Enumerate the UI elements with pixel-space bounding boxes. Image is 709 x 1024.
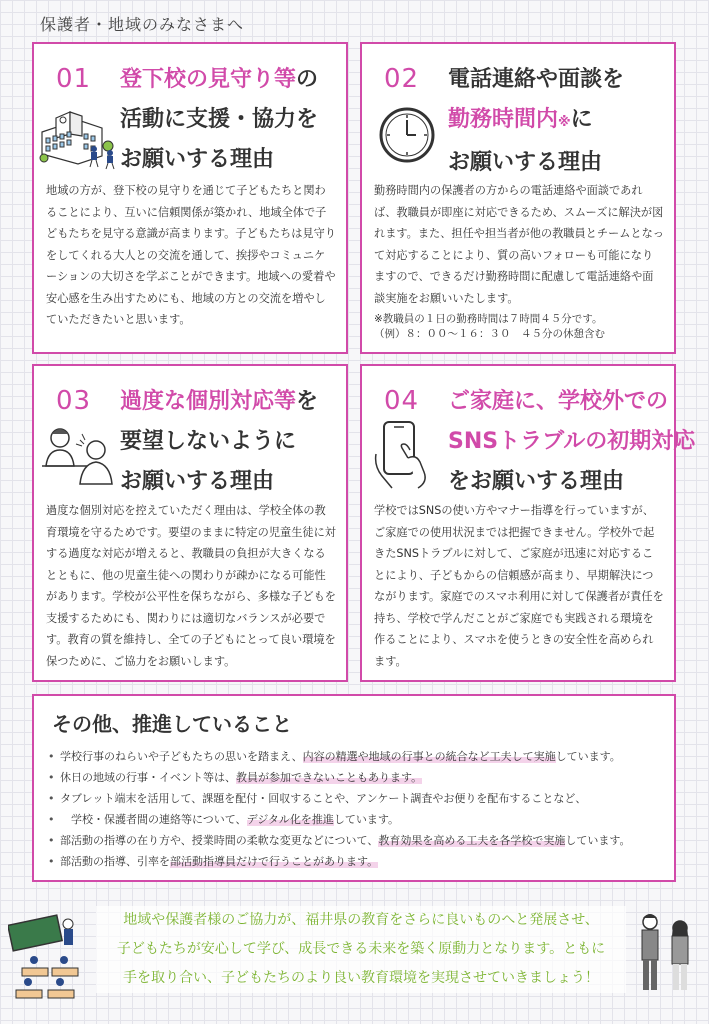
card-body: 勤務時間内の保護者の方からの電話連絡や面談であれば、教職員が即座に対応できるため、スムーズに解決が図れます。また、担任や担当者が他の教職員とチームとなって対応することにより、質の高いフォローも可能になりますので、できるだけ勤務時間に配慮して電話連絡や面談実施をお願いいたします。 [374, 184, 664, 305]
card-title: ご家庭に、学校外での SNSトラブルの初期対応 をお願いする理由 [448, 389, 696, 494]
card-note: ※教職員の１日の勤務時間は７時間４５分です。 （例）８：００〜１６：３０ ４５分の休憩含む [374, 313, 605, 340]
section-title: その他、推進していること [52, 712, 292, 736]
card-03 [32, 364, 348, 682]
card-number: 01 [56, 64, 92, 94]
card-title: 過度な個別対応等を 要望しないように お願いする理由 [120, 389, 319, 494]
card-number: 03 [56, 386, 92, 416]
card-body: 過度な個別対応を控えていただく理由は、学校全体の教育環境を守るためです。要望のままに特定の児童生徒に対する過度な対応が増えると、教職員の負担が大きくなるとともに、他の児童生徒への関わりが疎かになる可能性があります。学校が公平性を保ちながら、多様な子どもを支援するためにも、関わりには適切なバランスが必要です。教育の質を維持し、全ての子どもにとって良い環境を保つために、ご協力をお願いします。 [46, 504, 336, 668]
card-title: 電話連絡や面談を 勤務時間内※に お願いする理由 [448, 67, 625, 175]
card-number: 02 [384, 64, 420, 94]
list-item-continued: • 学校・保護者間の連絡等について、デジタル化を推進しています。 [48, 809, 664, 830]
page-header: 保護者・地域のみなさまへ [40, 15, 245, 34]
clock-icon [378, 106, 436, 164]
people-icon [632, 910, 702, 996]
list-item: • タブレット端末を活用して、課題を配付・回収することや、アンケート調査やお便りを配布することなど、 [48, 788, 664, 809]
children-walking-icon [88, 144, 118, 170]
classroom-icon [8, 912, 92, 1008]
list-item: • 学校行事のねらいや子どもたちの思いを踏まえ、内容の精選や地域の行事との統合など工夫して実施しています。 [48, 746, 664, 767]
card-title: 登下校の見守り等の 活動に支援・協力を お願いする理由 [120, 67, 319, 172]
card-04 [360, 364, 696, 682]
list-item: • 部活動の指導、引率を部活動指導員だけで行うことがあります。 [48, 851, 664, 872]
smartphone-hand-icon [372, 418, 442, 490]
parent-teacher-icon [40, 422, 118, 486]
card-02 [360, 42, 676, 354]
card-body: 学校ではSNSの使い方やマナー指導を行っていますが、ご家庭での使用状況までは把握できません。学校外で起きたSNSトラブルに対して、ご家庭が迅速に対応することにより、子どもからの信頼感が高まり、早期解決につながります。家庭でのスマホ利用に対して保護者が責任を持ち、学校で学んだことがご家庭でも実践される環境を作ることにより、スマホを使うときの安全性を高められます。 [374, 504, 664, 668]
list-item: • 休日の地域の行事・イベント等は、教員が参加できないこともあります。 [48, 767, 664, 788]
other-list [48, 746, 664, 872]
card-number: 04 [384, 386, 420, 416]
card-body: 地域の方が、登下校の見守りを通じて子どもたちと関わることにより、互いに信頼関係が築かれ、地域全体で子どもたちを見守る意識が高まります。子どもたちは見守りをしてくれる大人との交流を通して、挨拶やコミュニケーションの大切さを学ぶことができます。地域への愛着や安心感を生み出すためにも、地域の方との交流を増やしていただきたいと思います。 [46, 184, 336, 326]
card-01 [32, 42, 348, 354]
other-section [32, 694, 676, 882]
list-item: • 部活動の指導の在り方や、授業時間の柔軟な変更などについて、教育効果を高める工夫を各学校で実施しています。 [48, 830, 664, 851]
closing-message: 地域や保護者様のご協力が、福井県の教育をさらに良いものへと発展させ、 子どもたちが安心して学び、成長できる未来を築く原動力となります。ともに 手を取り合い、子どもたちのより良い教育環境を実現させていきましょう！ [96, 906, 626, 993]
